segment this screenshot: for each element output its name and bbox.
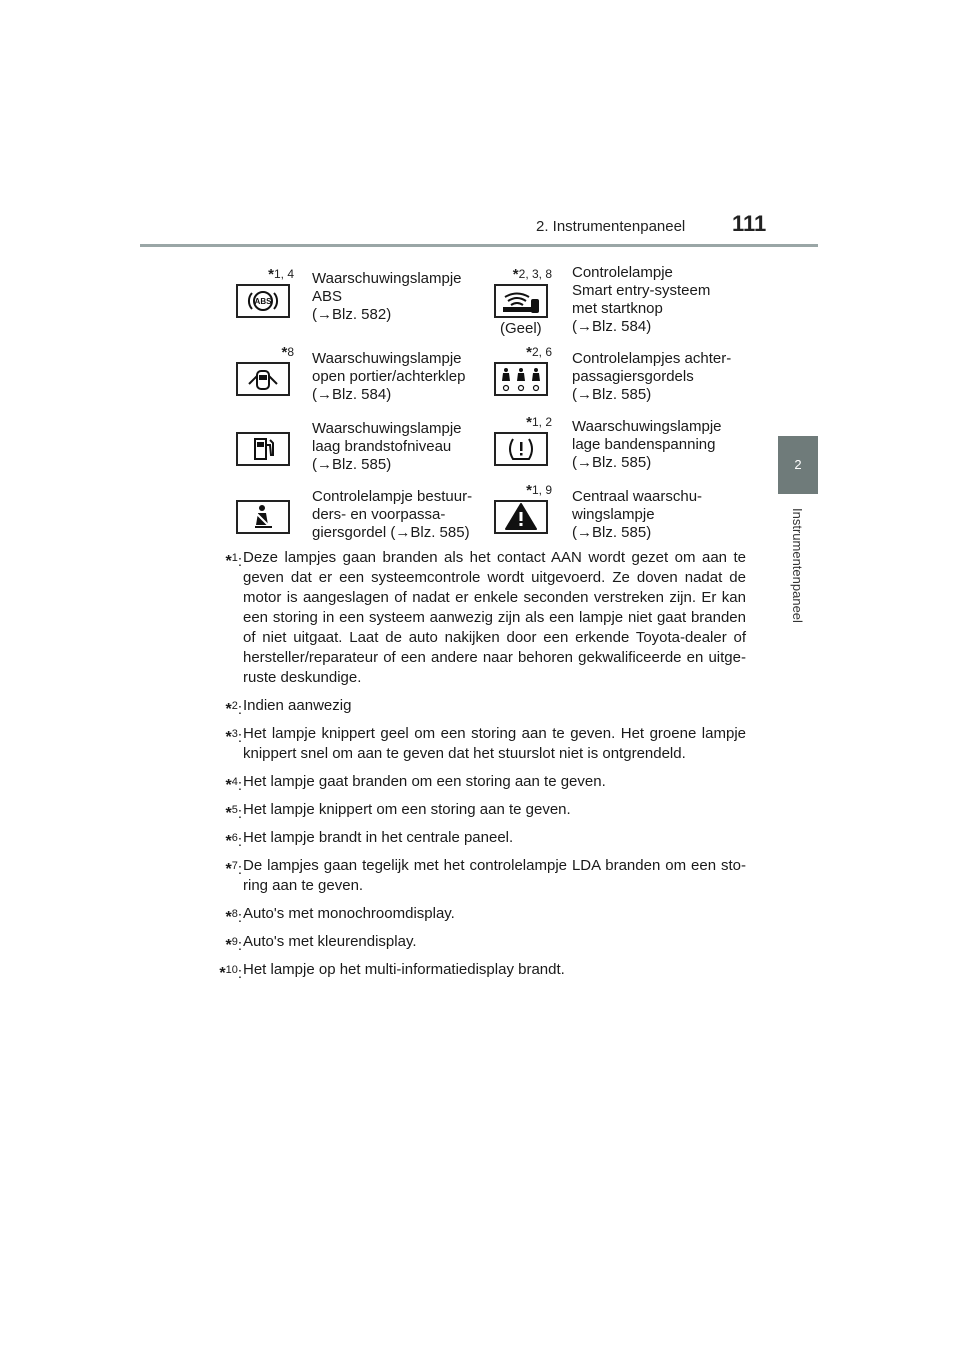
lamp-description: Waarschuwingslampje ABS (→Blz. 582) — [312, 270, 462, 323]
rear-seatbelt-icon — [496, 365, 546, 393]
open-door-icon-box — [236, 362, 290, 396]
lamp-description: Centraal waarschu- wingslampje (→Blz. 585) — [572, 488, 703, 541]
lamp-footnote-ref: *2, 3, 8 — [512, 266, 552, 283]
fuel-icon-box — [236, 432, 290, 466]
tire-pressure-icon-box — [494, 432, 548, 466]
header-divider — [140, 244, 818, 247]
smart-entry-icon-box — [494, 284, 548, 318]
footnote: *$^5$: Het lampje knippert om een storing aan te geven. — [225, 801, 571, 822]
footnote: *$^6$: Het lampje brandt in het centrale paneel. — [225, 829, 514, 850]
tire-pressure-icon — [504, 435, 538, 463]
open-door-icon — [241, 365, 285, 393]
chapter-number: 2 — [794, 457, 802, 472]
footnote: *$^7$: De lampjes gaan tegelijk met het controlelampje LDA branden om een sto-ring aan te geven. — [225, 857, 746, 894]
master-warning-icon-box — [494, 500, 548, 534]
chapter-label — [790, 508, 808, 648]
seatbelt-icon-box — [236, 500, 290, 534]
lamp-footnote-ref: *8 — [281, 344, 294, 361]
lamp-description: Controlelampjes achter- passagiersgordels (→Blz. 585) — [572, 350, 732, 403]
svg-text:ABS: ABS — [254, 297, 272, 306]
footnotes — [206, 548, 746, 988]
lamp-footnote-ref: *1, 2 — [526, 414, 552, 431]
footnote: *$^4$: Het lampje gaat branden om een storing aan te geven. — [225, 773, 606, 794]
footnote: *$^8$: Auto's met monochroomdisplay. — [225, 905, 455, 926]
abs-icon-box — [236, 284, 290, 318]
footnote: *$^2$: Indien aanwezig — [225, 697, 352, 718]
fuel-icon — [248, 435, 278, 463]
master-warning-icon — [504, 502, 538, 532]
footnote: *$^9$: Auto's met kleurendisplay. — [225, 933, 417, 954]
lamp-description: Waarschuwingslampje open portier/achterklep (→Blz. 584) — [312, 350, 466, 403]
footnote: *$^1$: Deze lampjes gaan branden als het contact AAN wordt gezet om aan te geven dat er een systeemcontrole wordt uitgevoerd. Ze doven nadat de motor is aangeslagen of nadat er enkele seconden verstreken zijn. Er kan een storing in een systeem aanwezig zijn als een lampje niet gaat branden of niet uitgaat. Laat de auto nakijken door een erkende Toyota-dealer of hersteller/reparateur of een andere naar behoren gekwalificeerde en uitge-ruste deskundige. — [225, 549, 746, 686]
page-number: 111 — [732, 211, 767, 236]
lamp-footnote-ref: *2, 6 — [526, 344, 552, 361]
lamp-color-note: (Geel) — [500, 320, 542, 337]
lamp-description: Waarschuwingslampje laag brandstofniveau (→Blz. 585) — [312, 420, 462, 473]
seatbelt-icon — [248, 503, 278, 531]
lamp-description: Waarschuwingslampje lage bandenspanning (→Blz. 585) — [572, 418, 722, 471]
smart-entry-icon — [497, 287, 545, 315]
lamp-description: Controlelampje bestuur- ders- en voorpassa- giersgordel (→Blz. 585) — [312, 488, 473, 541]
lamp-description: Controlelampje Smart entry-systeem met startknop (→Blz. 584) — [572, 264, 711, 335]
chapter-tab — [778, 436, 818, 494]
footnote: *$^{10}$: Het lampje op het multi-informatiedisplay brandt. — [219, 961, 565, 982]
footnote: *$^3$: Het lampje knippert geel om een storing aan te geven. Het groene lampje knippert snel om aan te geven dat het stuurslot niet is ontgrendeld. — [225, 725, 746, 762]
rear-seatbelt-icon-box — [494, 362, 548, 396]
abs-icon — [246, 287, 280, 315]
section-title: 2. Instrumentenpaneel — [536, 218, 686, 235]
lamp-footnote-ref: *1, 4 — [268, 266, 294, 283]
lamp-footnote-ref: *1, 9 — [526, 482, 552, 499]
chapter-label-text: Instrumentenpaneel — [790, 508, 805, 623]
